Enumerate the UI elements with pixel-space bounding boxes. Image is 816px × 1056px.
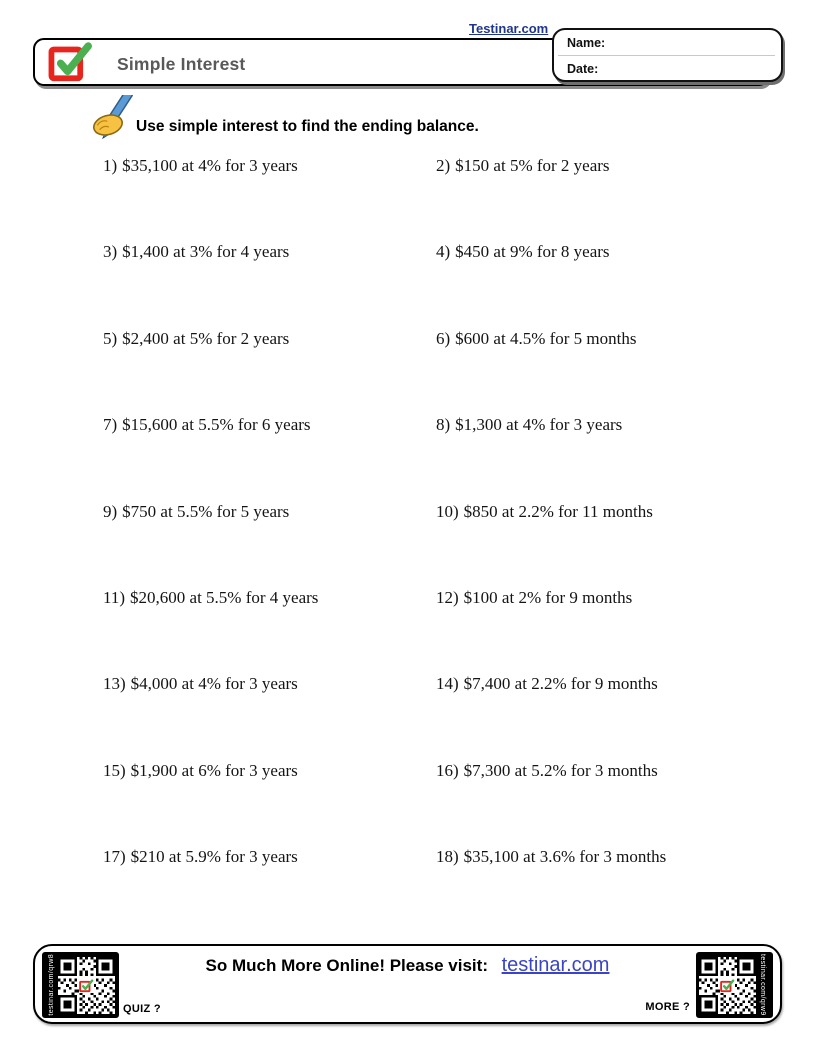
footer-message: So Much More Online! Please visit:	[205, 956, 488, 975]
instruction-text: Use simple interest to find the ending balance.	[136, 118, 479, 135]
problem-10	[436, 502, 743, 588]
problem-15	[103, 761, 436, 847]
footer-site-link[interactable]: testinar.com	[501, 954, 610, 976]
problem-number: 9)	[103, 501, 118, 521]
more-label: MORE ?	[645, 1001, 690, 1013]
problem-number: 10)	[436, 501, 459, 521]
problem-18	[436, 847, 743, 933]
problem-number: 16)	[436, 760, 459, 780]
problem-text: $15,600 at 5.5% for 6 years	[122, 415, 311, 435]
qr-logo-overlay	[79, 978, 94, 993]
more-qr-code	[696, 952, 773, 1018]
footer-banner	[33, 944, 782, 1024]
problems-grid	[103, 156, 743, 934]
problem-16	[436, 761, 743, 847]
problem-text: $1,300 at 4% for 3 years	[455, 415, 623, 435]
problem-number: 18)	[436, 847, 459, 867]
problem-5	[103, 329, 436, 415]
problem-number: 1)	[103, 156, 118, 175]
problem-number: 13)	[103, 674, 126, 694]
problem-number: 4)	[436, 242, 451, 262]
problem-14	[436, 674, 743, 760]
problem-number: 8)	[436, 415, 451, 435]
problem-6	[436, 329, 743, 415]
problem-text: $100 at 2% for 9 months	[463, 587, 633, 607]
problem-text: $150 at 5% for 2 years	[455, 156, 610, 175]
name-field[interactable]	[554, 30, 781, 55]
problem-text: $850 at 2.2% for 11 months	[463, 501, 653, 521]
problem-12	[436, 588, 743, 674]
quiz-label: QUIZ ?	[123, 1003, 161, 1015]
name-label: Name:	[567, 35, 606, 50]
problem-number: 15)	[103, 760, 126, 780]
date-field[interactable]	[554, 56, 781, 81]
problem-number: 14)	[436, 674, 459, 694]
problem-number: 7)	[103, 415, 118, 435]
problem-text: $1,400 at 3% for 4 years	[122, 242, 290, 262]
problem-number: 2)	[436, 156, 451, 175]
problem-4	[436, 242, 743, 328]
problem-text: $750 at 5.5% for 5 years	[122, 501, 290, 521]
problem-13	[103, 674, 436, 760]
problem-text: $7,400 at 2.2% for 9 months	[463, 674, 658, 694]
problem-number: 6)	[436, 328, 451, 348]
problem-number: 3)	[103, 242, 118, 262]
problem-8	[436, 415, 743, 501]
problem-text: $2,400 at 5% for 2 years	[122, 328, 290, 348]
problem-text: $7,300 at 5.2% for 3 months	[463, 760, 658, 780]
problem-text: $450 at 9% for 8 years	[455, 242, 610, 262]
problem-number: 5)	[103, 328, 118, 348]
problem-7	[103, 415, 436, 501]
date-label: Date:	[567, 61, 599, 76]
problem-number: 17)	[103, 847, 126, 867]
page-title: Simple Interest	[117, 54, 246, 74]
checkbox-logo-icon	[48, 36, 94, 86]
problem-text: $4,000 at 4% for 3 years	[130, 674, 298, 694]
footer-message-row	[35, 954, 780, 977]
problem-text: $35,100 at 3.6% for 3 months	[463, 847, 667, 867]
problem-text: $210 at 5.9% for 3 years	[130, 847, 298, 867]
problem-2	[436, 156, 743, 242]
problem-9	[103, 502, 436, 588]
name-date-box	[552, 28, 783, 82]
hand-writing-icon	[92, 95, 138, 139]
problem-number: 12)	[436, 587, 459, 607]
footer-message-space	[492, 956, 497, 975]
problem-number: 11)	[103, 587, 126, 607]
problem-1	[103, 156, 436, 242]
problem-text: $20,600 at 5.5% for 4 years	[130, 587, 319, 607]
problem-3	[103, 242, 436, 328]
more-qr-caption: testinar.com/qrw9	[759, 954, 766, 1016]
problem-11	[103, 588, 436, 674]
problem-text: $600 at 4.5% for 5 months	[455, 328, 637, 348]
problem-17	[103, 847, 436, 933]
testinar-site-link[interactable]: Testinar.com	[469, 21, 549, 36]
qr-logo-overlay	[720, 978, 735, 993]
problem-text: $35,100 at 4% for 3 years	[122, 156, 298, 175]
problem-text: $1,900 at 6% for 3 years	[130, 760, 298, 780]
quiz-qr-caption: testinar.com/qrw8	[48, 954, 55, 1016]
